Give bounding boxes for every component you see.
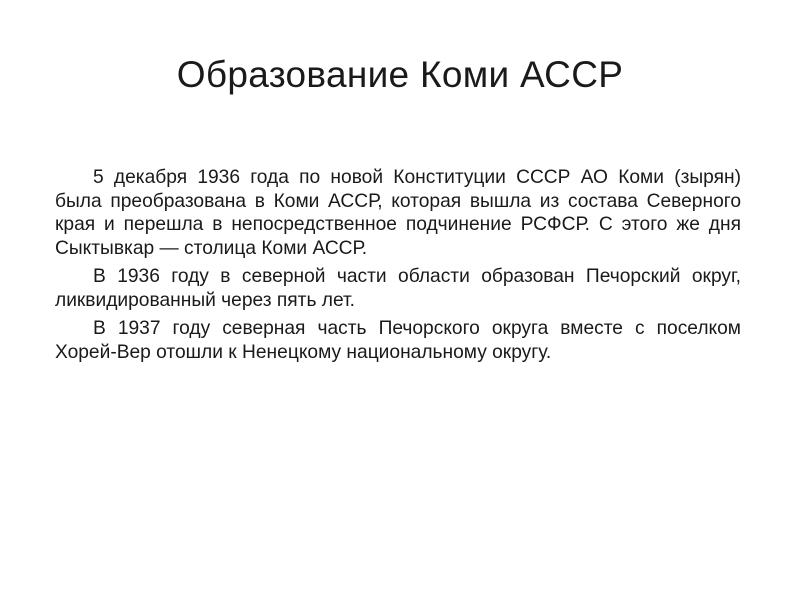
slide-title: Образование Коми АССР xyxy=(176,54,624,95)
body-paragraph-1: 5 декабря 1936 года по новой Конституции СССР АО Коми (зырян) была преобразована в Коми АССР, которая вышла из состава Северного края и перешла в непосредственное подчинение РСФСР. С этого же дня Сыктывкар — столица Коми АССР. xyxy=(55,167,741,259)
slide-body xyxy=(55,166,741,369)
body-paragraph-3: В 1937 году северная часть Печорского округа вместе с поселком Хорей-Вер отошли к Ненецкому национальному округу. xyxy=(55,318,741,363)
body-paragraph-2: В 1936 году в северной части области образован Печорский округ, ликвидированный через пять лет. xyxy=(55,266,741,311)
